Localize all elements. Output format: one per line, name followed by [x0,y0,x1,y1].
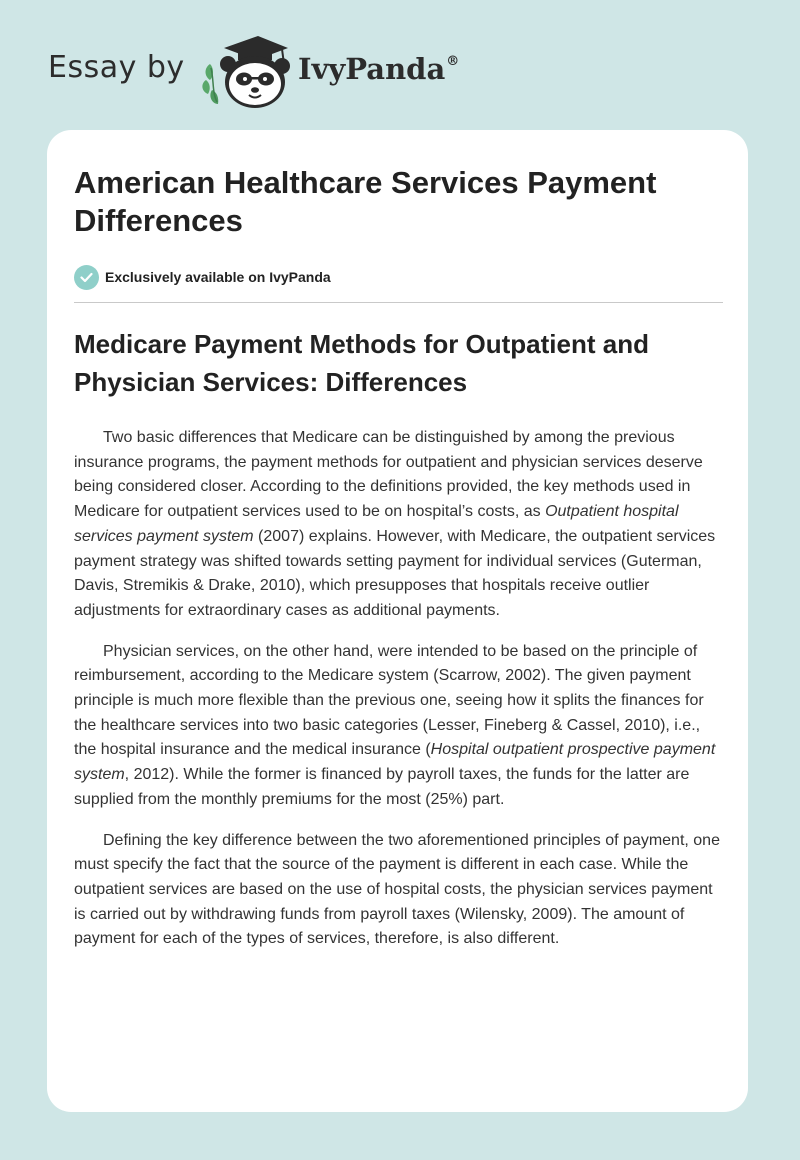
paragraph [74,426,726,624]
essay-by-label: Essay by [48,50,185,85]
ivypanda-logo-icon[interactable] [200,34,292,110]
exclusive-badge [74,264,331,290]
paragraph [74,640,726,813]
site-header [0,0,800,130]
paragraph-text: Defining the key difference between the two aforementioned principles of payment, one must specify the fact that the source of the payment is different in each case. While the outpatient services are based on the use of hospital costs, the physician services payment is carried out by withdrawing funds from payroll taxes (Wilensky, 2009). The amount of payment for each of the types of services, therefore, is also different. [74,831,720,948]
paragraph-text: , 2012). While the former is financed by payroll taxes, the funds for the latter are supplied from the monthly premiums for the most (25%) part. [74,766,690,808]
section-heading: Medicare Payment Methods for Outpatient and Physician Services: Differences [74,329,649,397]
article-body [74,426,726,968]
paragraph-text: Two basic differences that Medicare can be distinguished by among the previous insurance programs, the payment methods for outpatient and physician services deserve being considered closer. According to the definitions provided, the key methods used in Medicare for outpatient services used to be on hospital’s costs, as [74,429,703,521]
citation-title: Hospital outpatient prospective payment system [74,741,716,784]
article-title: American Healthcare Services Payment Differences [74,165,657,238]
divider [74,302,723,303]
check-icon [74,265,99,290]
paragraph-text: Physician services, on the other hand, were intended to be based on the principle of reimbursement, according to the Medicare system (Scarrow, 2002). The given payment principle is much more flexible than the previous one, seeing how it splits the finances for the healthcare services into two basic categories (Lesser, Fineberg & Cassel, 2010), i.e., the hospital insurance and the medical insurance ( [74,642,704,759]
exclusive-label: Exclusively available on IvyPanda [105,269,331,285]
paragraph [74,829,726,953]
brand-name[interactable] [298,52,459,86]
brand-name-text: IvyPanda [298,52,446,86]
registered-mark: ® [446,54,460,69]
paragraph-text: (2007) explains. However, with Medicare, the outpatient services payment strategy was shifted towards setting payment for individual services (Guterman, Davis, Stremikis & Drake, 2010), which presupposes that hospitals receive outlier adjustments for extraordinary cases as additional payments. [74,527,716,619]
article-card [47,130,748,1112]
citation-title: Outpatient hospital services payment system [74,503,679,545]
